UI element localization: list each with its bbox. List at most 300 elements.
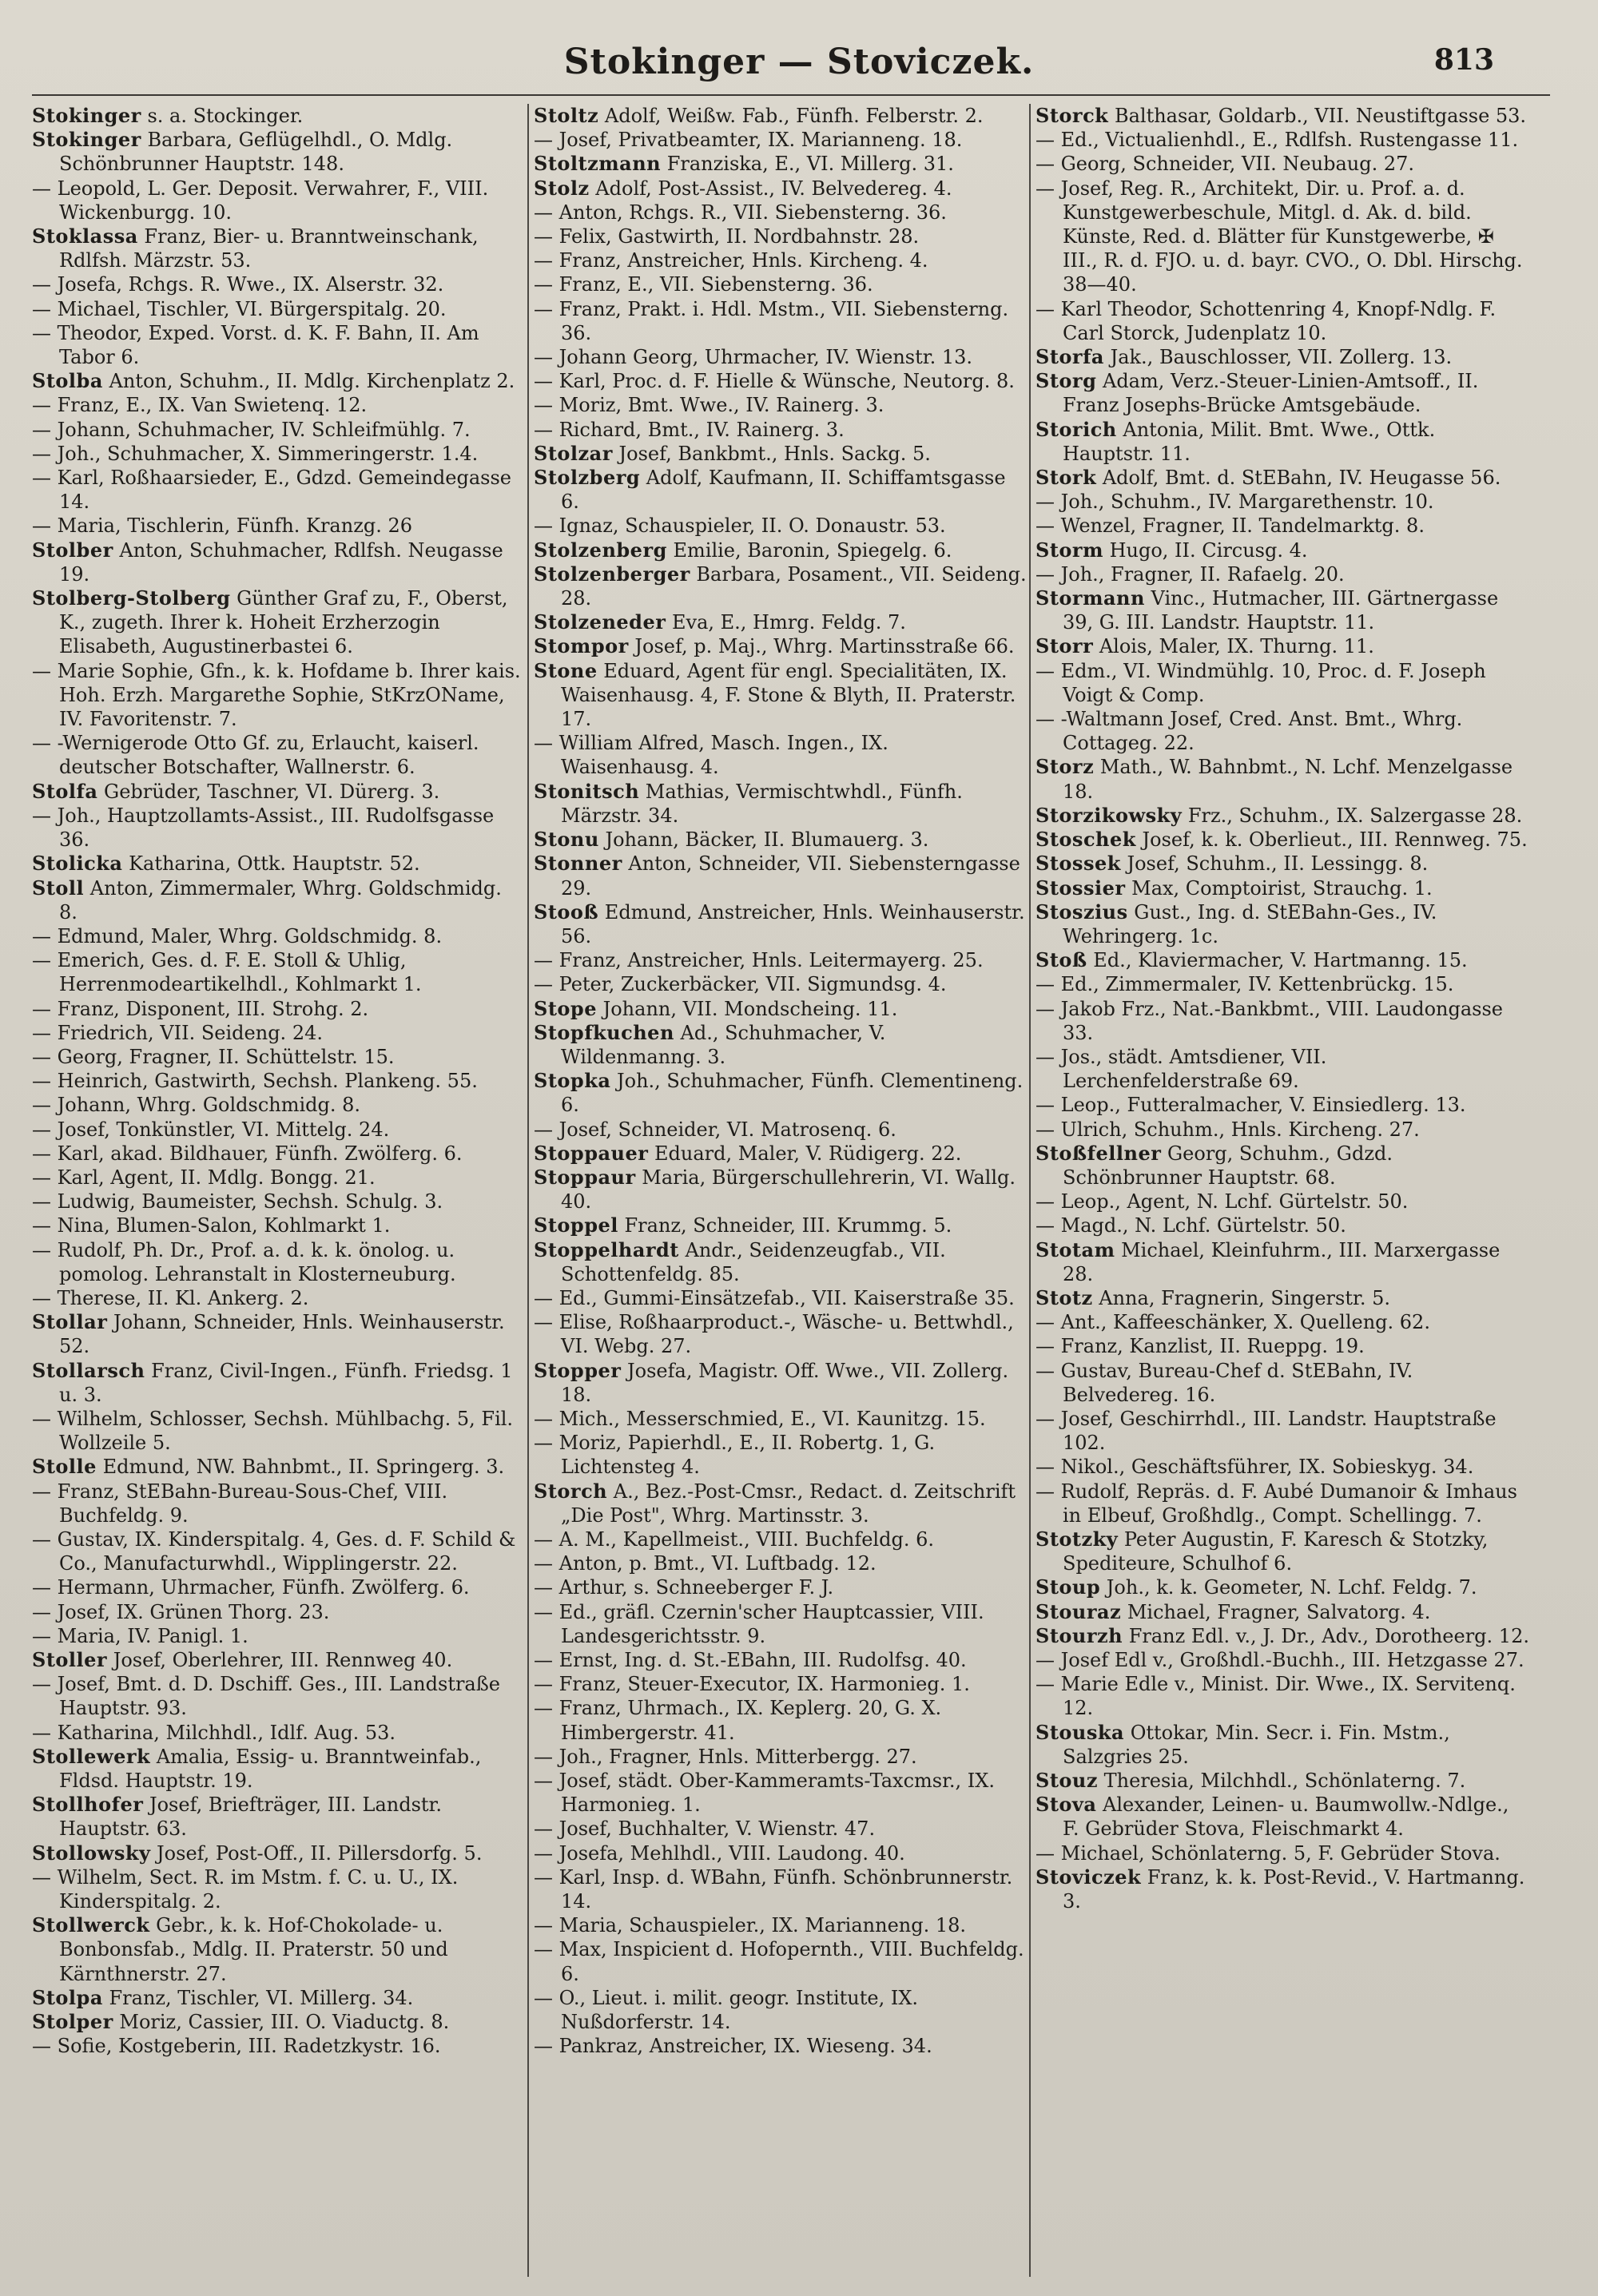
entry-details: — Johann, Whrg. Goldschmidg. 8. bbox=[32, 1094, 361, 1117]
directory-entry bbox=[534, 1118, 1028, 1142]
directory-entry bbox=[32, 1527, 526, 1575]
directory-entry bbox=[32, 1865, 526, 1913]
directory-entry bbox=[32, 1359, 526, 1407]
entry-surname: Stolba bbox=[32, 369, 103, 393]
entry-details: Gust., Ing. d. StEBahn-Ges., IV. Wehringerg. 1c. bbox=[1063, 900, 1437, 947]
directory-entry bbox=[534, 1575, 1028, 1599]
entry-details: — Gustav, Bureau-Chef d. StEBahn, IV. Belvedereg. 16. bbox=[1036, 1359, 1413, 1406]
directory-entry bbox=[534, 201, 1028, 224]
entry-details: Josef, p. Maj., Whrg. Martinsstraße 66. bbox=[628, 635, 1015, 658]
directory-column-1 bbox=[32, 104, 526, 2277]
entry-details: — Mich., Messerschmied, E., VI. Kaunitzg. 15. bbox=[534, 1407, 986, 1430]
entry-details: — Nina, Blumen-Salon, Kohlmarkt 1. bbox=[32, 1214, 391, 1237]
entry-surname: Stokinger bbox=[32, 104, 141, 127]
directory-entry bbox=[1036, 804, 1529, 828]
entry-details: — Wilhelm, Schlosser, Sechsh. Mühlbachg. 5, Fil. Wollzeile 5. bbox=[32, 1407, 514, 1455]
entry-surname: Stonner bbox=[534, 852, 622, 876]
directory-entry bbox=[534, 345, 1028, 369]
directory-entry bbox=[1036, 1600, 1529, 1624]
entry-details: — Edmund, Maler, Whrg. Goldschmidg. 8. bbox=[32, 924, 443, 947]
directory-entry bbox=[534, 1480, 1028, 1527]
entry-details: Edmund, NW. Bahnbmt., II. Springerg. 3. bbox=[96, 1456, 505, 1479]
entry-details: Josef, Schuhm., II. Lessingg. 8. bbox=[1120, 852, 1429, 876]
entry-details: — Felix, Gastwirth, II. Nordbahnstr. 28. bbox=[534, 225, 920, 248]
directory-entry bbox=[32, 1672, 526, 1720]
directory-entry bbox=[1036, 1672, 1529, 1720]
directory-entry bbox=[534, 442, 1028, 466]
directory-entry bbox=[534, 1238, 1028, 1286]
directory-entry bbox=[32, 1407, 526, 1455]
entry-details: — Leopold, L. Ger. Deposit. Verwahrer, F., VIII. Wickenburgg. 10. bbox=[32, 177, 489, 224]
entry-details: Ed., Klaviermacher, V. Hartmanng. 15. bbox=[1087, 949, 1468, 972]
entry-surname: Stotam bbox=[1036, 1237, 1115, 1261]
directory-entry bbox=[32, 876, 526, 924]
entry-details: — Nikol., Geschäftsführer, IX. Sobieskyg. 34. bbox=[1036, 1456, 1474, 1479]
entry-surname: Stollhofer bbox=[32, 1793, 144, 1817]
entry-details: Günther Graf zu, F., Oberst, K., zugeth. Ihrer k. Hoheit Erzherzogin Elisabeth, Augustinerbastei 6. bbox=[59, 587, 508, 658]
entry-surname: Stonu bbox=[534, 828, 599, 852]
entry-details: — Therese, II. Kl. Ankerg. 2. bbox=[32, 1286, 309, 1309]
entry-surname: Stoup bbox=[1036, 1575, 1101, 1599]
entry-details: Vinc., Hutmacher, III. Gärtnergasse 39, G. III. Landstr. Hauptstr. 11. bbox=[1063, 587, 1499, 634]
entry-surname: Stoppelhardt bbox=[534, 1237, 679, 1261]
entry-details: — Leop., Agent, N. Lchf. Gürtelstr. 50. bbox=[1036, 1190, 1409, 1214]
entry-surname: Stoltzmann bbox=[534, 152, 662, 176]
directory-entry bbox=[32, 852, 526, 876]
entry-surname: Stoller bbox=[32, 1648, 108, 1671]
entry-details: — Josef Edl v., Großhdl.-Buchh., III. Hetzgasse 27. bbox=[1036, 1649, 1524, 1671]
column-divider bbox=[527, 104, 529, 2277]
entry-surname: Stollwerck bbox=[32, 1913, 150, 1937]
directory-entry bbox=[1036, 659, 1529, 707]
entry-surname: Stooß bbox=[534, 900, 599, 924]
entry-details: — Georg, Fragner, II. Schüttelstr. 15. bbox=[32, 1045, 395, 1068]
entry-surname: Storg bbox=[1036, 369, 1097, 393]
directory-entry bbox=[32, 780, 526, 804]
directory-entry bbox=[1036, 755, 1529, 803]
directory-entry bbox=[32, 1310, 526, 1358]
entry-details: — Edm., VI. Windmühlg. 10, Proc. d. F. Joseph Voigt & Comp. bbox=[1036, 659, 1486, 706]
entry-details: — A. M., Kapellmeist., VIII. Buchfeldg. 6. bbox=[534, 1527, 934, 1551]
entry-surname: Stotz bbox=[1036, 1285, 1093, 1309]
directory-entry bbox=[1036, 418, 1529, 466]
directory-entry bbox=[32, 1093, 526, 1117]
entry-surname: Stourzh bbox=[1036, 1623, 1123, 1647]
directory-entry bbox=[1036, 997, 1529, 1045]
directory-entry bbox=[534, 972, 1028, 996]
directory-entry bbox=[534, 852, 1028, 900]
entry-details: Adolf, Kaufmann, II. Schiffamtsgasse 6. bbox=[561, 467, 1006, 514]
directory-entry bbox=[534, 1166, 1028, 1214]
entry-surname: Storch bbox=[534, 1479, 608, 1503]
entry-surname: Stouz bbox=[1036, 1769, 1099, 1793]
page-header-title: Stokinger — Stoviczek. bbox=[563, 42, 1035, 82]
entry-surname: Stopfkuchen bbox=[534, 1020, 674, 1044]
directory-entry bbox=[32, 418, 526, 442]
directory-entry bbox=[534, 369, 1028, 393]
directory-entry bbox=[534, 1937, 1028, 1985]
entry-details: — Joh., Schuhm., IV. Margarethenstr. 10. bbox=[1036, 491, 1434, 514]
entry-details: — Karl, akad. Bildhauer, Fünfh. Zwölferg. 6. bbox=[32, 1142, 463, 1165]
entry-details: Adolf, Weißw. Fab., Fünfh. Felberstr. 2. bbox=[598, 105, 984, 127]
directory-entry bbox=[32, 924, 526, 948]
directory-entry bbox=[1036, 1865, 1529, 1913]
entry-details: — Ernst, Ing. d. St.-EBahn, III. Rudolfsg. 40. bbox=[534, 1649, 967, 1671]
entry-details: Josef, Briefträger, III. Landstr. Hauptstr. 63. bbox=[59, 1794, 443, 1841]
entry-details: — Franz, E., IX. Van Swietenq. 12. bbox=[32, 394, 368, 417]
directory-entry bbox=[534, 1696, 1028, 1744]
entry-surname: Stoßfellner bbox=[1036, 1141, 1162, 1165]
entry-details: — Karl, Insp. d. WBahn, Fünfh. Schönbrunnerstr. 14. bbox=[534, 1865, 1013, 1913]
entry-surname: Stolle bbox=[32, 1455, 97, 1479]
directory-entry bbox=[1036, 1455, 1529, 1479]
entry-details: — Josef, IX. Grünen Thorg. 23. bbox=[32, 1600, 330, 1623]
entry-details: — Gustav, IX. Kinderspitalg. 4, Ges. d. F. Schild & Co., Manufacturwhdl., Wipplingerstr. 22. bbox=[32, 1527, 516, 1575]
directory-entry bbox=[534, 610, 1028, 634]
directory-entry bbox=[534, 900, 1028, 948]
entry-surname: Stonitsch bbox=[534, 779, 640, 803]
entry-details: Johann, VII. Mondscheing. 11. bbox=[596, 997, 898, 1020]
entry-details: Maria, Bürgerschullehrerin, VI. Wallg. 40. bbox=[561, 1166, 1016, 1214]
directory-entry bbox=[1036, 1045, 1529, 1093]
directory-entry bbox=[32, 1214, 526, 1237]
directory-entry bbox=[1036, 876, 1529, 900]
entry-details: — Joh., Fragner, Hnls. Mitterbergg. 27. bbox=[534, 1745, 917, 1768]
directory-entry bbox=[534, 828, 1028, 852]
entry-details: Adolf, Bmt. d. StEBahn, IV. Heugasse 56. bbox=[1096, 467, 1501, 490]
entry-surname: Storz bbox=[1036, 755, 1095, 779]
entry-details: — Georg, Schneider, VII. Neubaug. 27. bbox=[1036, 153, 1415, 176]
entry-details: Josefa, Magistr. Off. Wwe., VII. Zollerg. 18. bbox=[561, 1359, 1009, 1406]
directory-entry bbox=[1036, 586, 1529, 634]
directory-entry bbox=[534, 997, 1028, 1021]
entry-details: — Ed., Gummi-Einsätzefab., VII. Kaiserstraße 35. bbox=[534, 1286, 1015, 1309]
entry-surname: Stoviczek bbox=[1036, 1865, 1142, 1889]
entry-surname: Stova bbox=[1036, 1793, 1097, 1817]
entry-details: Anna, Fragnerin, Singerstr. 5. bbox=[1092, 1286, 1390, 1309]
directory-entry bbox=[534, 659, 1028, 732]
entry-details: Franz, Schneider, III. Krummg. 5. bbox=[618, 1214, 952, 1237]
entry-details: — Karl Theodor, Schottenring 4, Knopf-Ndlg. F. Carl Storck, Judenplatz 10. bbox=[1036, 297, 1497, 344]
directory-entry bbox=[1036, 466, 1529, 490]
directory-entry bbox=[1036, 514, 1529, 538]
entry-details: Barbara, Geflügelhdl., O. Mdlg. Schönbrunner Hauptstr. 148. bbox=[59, 129, 453, 176]
directory-entry bbox=[534, 393, 1028, 417]
directory-entry bbox=[32, 1986, 526, 2010]
entry-details: — Max, Inspicient d. Hofopernth., VIII. Buchfeldg. 6. bbox=[534, 1938, 1024, 1985]
directory-entry bbox=[32, 2010, 526, 2034]
entry-details: — Maria, Tischlerin, Fünfh. Kranzg. 26 bbox=[32, 514, 413, 538]
directory-entry bbox=[32, 1190, 526, 1214]
entry-surname: Stolzenberg bbox=[534, 538, 667, 562]
directory-entry bbox=[534, 1431, 1028, 1479]
directory-entry bbox=[32, 1045, 526, 1069]
entry-details: Michael, Fragner, Salvatorg. 4. bbox=[1121, 1600, 1431, 1623]
entry-details: Hugo, II. Circusg. 4. bbox=[1103, 538, 1308, 562]
directory-entry bbox=[534, 1769, 1028, 1817]
entry-details: — Ed., Victualienhdl., E., Rdlfsh. Rustengasse 11. bbox=[1036, 129, 1519, 152]
directory-entry bbox=[1036, 538, 1529, 562]
directory-entry bbox=[32, 1118, 526, 1142]
entry-details: Joh., k. k. Geometer, N. Lchf. Feldg. 7. bbox=[1100, 1576, 1477, 1599]
entry-details: — Ant., Kaffeeschänker, X. Quelleng. 62. bbox=[1036, 1311, 1430, 1334]
entry-surname: Stoß bbox=[1036, 948, 1087, 972]
directory-entry bbox=[1036, 128, 1529, 152]
directory-entry bbox=[1036, 1480, 1529, 1527]
entry-details: — Franz, Anstreicher, Hnls. Leitermayerg. 25. bbox=[534, 949, 984, 972]
entry-details: Amalia, Essig- u. Branntweinfab., Fldsd. Hauptstr. 19. bbox=[59, 1745, 482, 1793]
entry-surname: Stoltz bbox=[534, 104, 599, 127]
entry-surname: Stossek bbox=[1036, 852, 1121, 876]
entry-details: — Arthur, s. Schneeberger F. J. bbox=[534, 1576, 834, 1599]
directory-entry bbox=[1036, 1334, 1529, 1358]
entry-surname: Stossier bbox=[1036, 876, 1126, 900]
directory-entry bbox=[534, 1745, 1028, 1769]
entry-details: — Josef, Reg. R., Architekt, Dir. u. Prof. a. d. Kunstgewerbeschule, Mitgl. d. Ak. d. bild. Künste, Red. d. Blätter für Kunstgewerbe, ✠ III., R. d. FJO. u. d. bayr. CVO., O. Dbl. Hirschg. 38—40. bbox=[1036, 177, 1523, 296]
entry-details: Moriz, Cassier, III. O. Viaductg. 8. bbox=[113, 2011, 450, 2034]
directory-entry bbox=[32, 1648, 526, 1672]
entry-surname: Stolpa bbox=[32, 1985, 103, 2009]
entry-details: Anton, Schuhmacher, Rdlfsh. Neugasse 19. bbox=[59, 538, 503, 586]
entry-surname: Stolz bbox=[534, 176, 590, 200]
header-rule bbox=[32, 94, 1550, 96]
directory-entry bbox=[534, 248, 1028, 272]
entry-details: — Heinrich, Gastwirth, Sechsh. Plankeng. 55. bbox=[32, 1070, 478, 1093]
entry-details: Eva, E., Hmrg. Feldg. 7. bbox=[666, 611, 906, 634]
directory-entry bbox=[534, 1214, 1028, 1237]
entry-details: — Pankraz, Anstreicher, IX. Wieseng. 34. bbox=[534, 2035, 932, 2058]
directory-entry bbox=[534, 177, 1028, 201]
directory-entry bbox=[534, 1310, 1028, 1358]
directory-entry bbox=[1036, 562, 1529, 586]
directory-entry bbox=[32, 442, 526, 466]
directory-entry bbox=[534, 780, 1028, 828]
directory-entry bbox=[1036, 1310, 1529, 1334]
directory-entry bbox=[32, 272, 526, 296]
entry-details: — Anton, p. Bmt., VI. Luftbadg. 12. bbox=[534, 1552, 877, 1575]
entry-details: Michael, Kleinfuhrm., III. Marxergasse 28. bbox=[1063, 1238, 1501, 1285]
entry-details: s. a. Stockinger. bbox=[141, 105, 304, 127]
entry-details: Eduard, Agent für engl. Specialitäten, IX. Waisenhausg. 4, F. Stone & Blyth, II. Praterstr. 17. bbox=[561, 659, 1016, 731]
entry-details: Ad., Schuhmacher, V. Wildenmanng. 3. bbox=[561, 1021, 886, 1068]
directory-entry bbox=[1036, 1721, 1529, 1769]
entry-surname: Storm bbox=[1036, 538, 1103, 562]
entry-details: Franz, Tischler, VI. Millerg. 34. bbox=[102, 1986, 414, 2009]
entry-surname: Stork bbox=[1036, 466, 1097, 490]
entry-details: — Emerich, Ges. d. F. E. Stoll & Uhlig, Herrenmodeartikelhdl., Kohlmarkt 1. bbox=[32, 949, 422, 996]
directory-entry bbox=[534, 1527, 1028, 1551]
entry-details: Jak., Bauschlosser, VII. Zollerg. 13. bbox=[1103, 346, 1453, 369]
entry-details: — Rudolf, Ph. Dr., Prof. a. d. k. k. önolog. u. pomolog. Lehranstalt in Klosterneuburg. bbox=[32, 1238, 456, 1285]
directory-entry bbox=[32, 1480, 526, 1527]
entry-surname: Stolzar bbox=[534, 441, 613, 465]
directory-entry bbox=[1036, 707, 1529, 755]
directory-entry bbox=[1036, 634, 1529, 658]
entry-details: — Ed., Zimmermaler, IV. Kettenbrückg. 15. bbox=[1036, 973, 1454, 996]
directory-entry bbox=[1036, 1286, 1529, 1310]
directory-entry bbox=[1036, 1648, 1529, 1672]
entry-details: — Marie Sophie, Gfn., k. k. Hofdame b. Ihrer kais. Hoh. Erzh. Margarethe Sophie, StKrzOName, IV. Favoritenstr. 7. bbox=[32, 659, 521, 731]
directory-entry bbox=[1036, 177, 1529, 297]
directory-entry bbox=[1036, 1214, 1529, 1237]
entry-details: Josef, k. k. Oberlieut., III. Rennweg. 75. bbox=[1135, 828, 1528, 852]
directory-entry bbox=[534, 948, 1028, 972]
entry-surname: Stokinger bbox=[32, 128, 141, 152]
entry-details: Andr., Seidenzeugfab., VII. Schottenfeldg. 85. bbox=[561, 1238, 946, 1285]
entry-surname: Stollewerk bbox=[32, 1744, 151, 1768]
directory-entry bbox=[534, 634, 1028, 658]
directory-entry bbox=[534, 1986, 1028, 2034]
entry-surname: Stoszius bbox=[1036, 900, 1128, 924]
entry-details: — Franz, Kanzlist, II. Rueppg. 19. bbox=[1036, 1335, 1365, 1358]
directory-entry bbox=[1036, 1359, 1529, 1407]
entry-details: — Jos., städt. Amtsdiener, VII. Lerchenfelderstraße 69. bbox=[1036, 1045, 1327, 1093]
directory-entry bbox=[32, 1624, 526, 1648]
entry-details: — Ed., gräfl. Czernin'scher Hauptcassier, VIII. Landesgerichtsstr. 9. bbox=[534, 1600, 984, 1647]
entry-details: — -Wernigerode Otto Gf. zu, Erlaucht, kaiserl. deutscher Botschafter, Wallnerstr. 6. bbox=[32, 732, 479, 779]
entry-details: — Michael, Tischler, VI. Bürgerspitalg. 20. bbox=[32, 297, 447, 320]
entry-details: Adolf, Post-Assist., IV. Belvedereg. 4. bbox=[589, 177, 952, 200]
directory-entry bbox=[32, 1575, 526, 1599]
directory-entry bbox=[534, 1600, 1028, 1648]
entry-surname: Stoll bbox=[32, 876, 85, 900]
directory-entry bbox=[1036, 1407, 1529, 1455]
entry-details: — Josefa, Rchgs. R. Wwe., IX. Alserstr. 32. bbox=[32, 273, 444, 296]
entry-details: Ottokar, Min. Secr. i. Fin. Mstm., Salzgries 25. bbox=[1063, 1721, 1450, 1768]
entry-details: Adam, Verz.-Steuer-Linien-Amtsoff., II. Franz Josephs-Brücke Amtsgebäude. bbox=[1063, 370, 1479, 417]
directory-entry bbox=[32, 1745, 526, 1793]
entry-details: — -Waltmann Josef, Cred. Anst. Bmt., Whrg. Cottageg. 22. bbox=[1036, 708, 1463, 755]
directory-entry bbox=[534, 104, 1028, 128]
entry-details: Balthasar, Goldarb., VII. Neustiftgasse 53. bbox=[1108, 105, 1527, 127]
directory-entry bbox=[32, 224, 526, 272]
entry-details: Anton, Schuhm., II. Mdlg. Kirchenplatz 2. bbox=[102, 370, 515, 393]
directory-entry bbox=[1036, 1190, 1529, 1214]
directory-entry bbox=[1036, 1527, 1529, 1575]
entry-details: — Josef, städt. Ober-Kammeramts-Taxcmsr., IX. Harmonieg. 1. bbox=[534, 1770, 995, 1817]
entry-details: Joh., Schuhmacher, Fünfh. Clementineng. 6. bbox=[561, 1070, 1024, 1117]
entry-details: — Hermann, Uhrmacher, Fünfh. Zwölferg. 6. bbox=[32, 1576, 470, 1599]
entry-details: — Joh., Schuhmacher, X. Simmeringerstr. 1.4. bbox=[32, 442, 479, 465]
directory-entry bbox=[1036, 1238, 1529, 1286]
entry-details: Theresia, Milchhdl., Schönlaterng. 7. bbox=[1098, 1770, 1466, 1793]
directory-entry bbox=[534, 272, 1028, 296]
entry-details: Franziska, E., VI. Millerg. 31. bbox=[661, 153, 954, 176]
directory-entry bbox=[534, 1672, 1028, 1696]
entry-details: Emilie, Baronin, Spiegelg. 6. bbox=[666, 538, 952, 562]
directory-entry bbox=[1036, 1093, 1529, 1117]
directory-entry bbox=[1036, 972, 1529, 996]
entry-details: — Josef, Tonkünstler, VI. Mittelg. 24. bbox=[32, 1118, 390, 1141]
entry-details: — Joh., Hauptzollamts-Assist., III. Rudolfsgasse 36. bbox=[32, 804, 495, 852]
entry-details: — Josef, Geschirrhdl., III. Landstr. Hauptstraße 102. bbox=[1036, 1407, 1497, 1455]
entry-details: Antonia, Milit. Bmt. Wwe., Ottk. Hauptstr. 11. bbox=[1063, 418, 1436, 465]
entry-surname: Stolberg-Stolberg bbox=[32, 586, 231, 610]
entry-details: — Peter, Zuckerbäcker, VII. Sigmundsg. 4. bbox=[534, 973, 947, 996]
directory-entry bbox=[534, 1865, 1028, 1913]
entry-details: — Franz, Anstreicher, Hnls. Kircheng. 4. bbox=[534, 249, 928, 272]
entry-surname: Stopper bbox=[534, 1358, 622, 1382]
entry-details: Max, Comptoirist, Strauchg. 1. bbox=[1125, 876, 1433, 900]
entry-details: Franz, Bier- u. Branntweinschank, Rdlfsh. Märzstr. 53. bbox=[59, 225, 479, 272]
directory-entry bbox=[32, 2034, 526, 2058]
entry-details: Peter Augustin, F. Karesch & Stotzky, Spediteure, Schulhof 6. bbox=[1063, 1527, 1489, 1575]
entry-details: Anton, Zimmermaler, Whrg. Goldschmidg. 8. bbox=[59, 876, 502, 924]
entry-details: Gebr., k. k. Hof-Chokolade- u. Bonbonsfab., Mdlg. II. Praterstr. 50 und Kärnthnerstr. 27. bbox=[59, 1914, 448, 1985]
entry-surname: Storich bbox=[1036, 417, 1117, 441]
directory-entry bbox=[1036, 948, 1529, 972]
directory-entry bbox=[1036, 297, 1529, 345]
entry-surname: Stope bbox=[534, 996, 597, 1020]
entry-surname: Stoschek bbox=[1036, 828, 1136, 852]
entry-details: — Josef, Schneider, VI. Matrosenq. 6. bbox=[534, 1118, 896, 1141]
entry-details: Johann, Bäcker, II. Blumauerg. 3. bbox=[598, 828, 929, 852]
directory-entry bbox=[32, 321, 526, 369]
entry-details: — Jakob Frz., Nat.-Bankbmt., VIII. Laudongasse 33. bbox=[1036, 997, 1503, 1044]
entry-surname: Stollowsky bbox=[32, 1841, 151, 1865]
entry-surname: Stolzberg bbox=[534, 466, 641, 490]
directory-entry bbox=[32, 1238, 526, 1286]
directory-entry bbox=[32, 1600, 526, 1624]
entry-details: — Johann Georg, Uhrmacher, IV. Wienstr. 13. bbox=[534, 346, 973, 369]
entry-details: — O., Lieut. i. milit. geogr. Institute, IX. Nußdorferstr. 14. bbox=[534, 1986, 919, 2034]
entry-details: — Franz, Steuer-Executor, IX. Harmonieg. 1. bbox=[534, 1673, 970, 1696]
entry-details: Eduard, Maler, V. Rüdigerg. 22. bbox=[648, 1142, 962, 1165]
directory-entry bbox=[1036, 490, 1529, 514]
entry-surname: Stollar bbox=[32, 1310, 108, 1334]
entry-surname: Stolicka bbox=[32, 852, 123, 876]
directory-entry bbox=[32, 997, 526, 1021]
entry-details: — Richard, Bmt., IV. Rainerg. 3. bbox=[534, 418, 845, 441]
directory-entry bbox=[534, 2034, 1028, 2058]
entry-details: — William Alfred, Masch. Ingen., IX. Waisenhausg. 4. bbox=[534, 732, 888, 779]
directory-entry bbox=[534, 1069, 1028, 1117]
directory-entry bbox=[534, 128, 1028, 152]
entry-details: — Michael, Schönlaterng. 5, F. Gebrüder Stova. bbox=[1036, 1841, 1501, 1865]
entry-details: Georg, Schuhm., Gdzd. Schönbrunner Hauptstr. 68. bbox=[1063, 1142, 1393, 1189]
entry-surname: Storzikowsky bbox=[1036, 803, 1183, 827]
entry-details: Barbara, Posament., VII. Seideng. 28. bbox=[561, 562, 1027, 610]
entry-details: — Moriz, Papierhdl., E., II. Robertg. 1, G. Lichtensteg 4. bbox=[534, 1432, 936, 1479]
entry-details: — Franz, Disponent, III. Strohg. 2. bbox=[32, 997, 369, 1020]
entry-surname: Stolzeneder bbox=[534, 610, 666, 634]
entry-details: — Karl, Proc. d. F. Hielle & Wünsche, Neutorg. 8. bbox=[534, 370, 1015, 393]
directory-entry bbox=[534, 562, 1028, 610]
directory-entry bbox=[1036, 1118, 1529, 1142]
directory-entry bbox=[32, 1793, 526, 1841]
directory-entry bbox=[534, 538, 1028, 562]
directory-entry bbox=[32, 104, 526, 128]
entry-surname: Storfa bbox=[1036, 345, 1104, 369]
directory-entry bbox=[534, 1359, 1028, 1407]
entry-details: — Franz, StEBahn-Bureau-Sous-Chef, VIII. Buchfeldg. 9. bbox=[32, 1480, 448, 1527]
entry-details: — Theodor, Exped. Vorst. d. K. F. Bahn, II. Am Tabor 6. bbox=[32, 321, 479, 369]
entry-surname: Storr bbox=[1036, 634, 1094, 658]
directory-entry bbox=[1036, 1793, 1529, 1841]
directory-entry bbox=[534, 731, 1028, 779]
directory-entry bbox=[534, 224, 1028, 248]
entry-details: Josef, Bankbmt., Hnls. Sackg. 5. bbox=[612, 442, 931, 465]
entry-surname: Storck bbox=[1036, 104, 1109, 127]
entry-details: — Marie Edle v., Minist. Dir. Wwe., IX. Servitenq. 12. bbox=[1036, 1673, 1516, 1720]
entry-surname: Stolber bbox=[32, 538, 113, 562]
entry-details: — Elise, Roßhaarproduct.-, Wäsche- u. Bettwhdl., VI. Webg. 27. bbox=[534, 1311, 1014, 1358]
directory-entry bbox=[32, 466, 526, 514]
entry-details: — Wilhelm, Sect. R. im Mstm. f. C. u. U., IX. Kinderspitalg. 2. bbox=[32, 1865, 459, 1913]
directory-entry bbox=[32, 948, 526, 996]
directory-entry bbox=[534, 1648, 1028, 1672]
directory-entry bbox=[32, 128, 526, 176]
